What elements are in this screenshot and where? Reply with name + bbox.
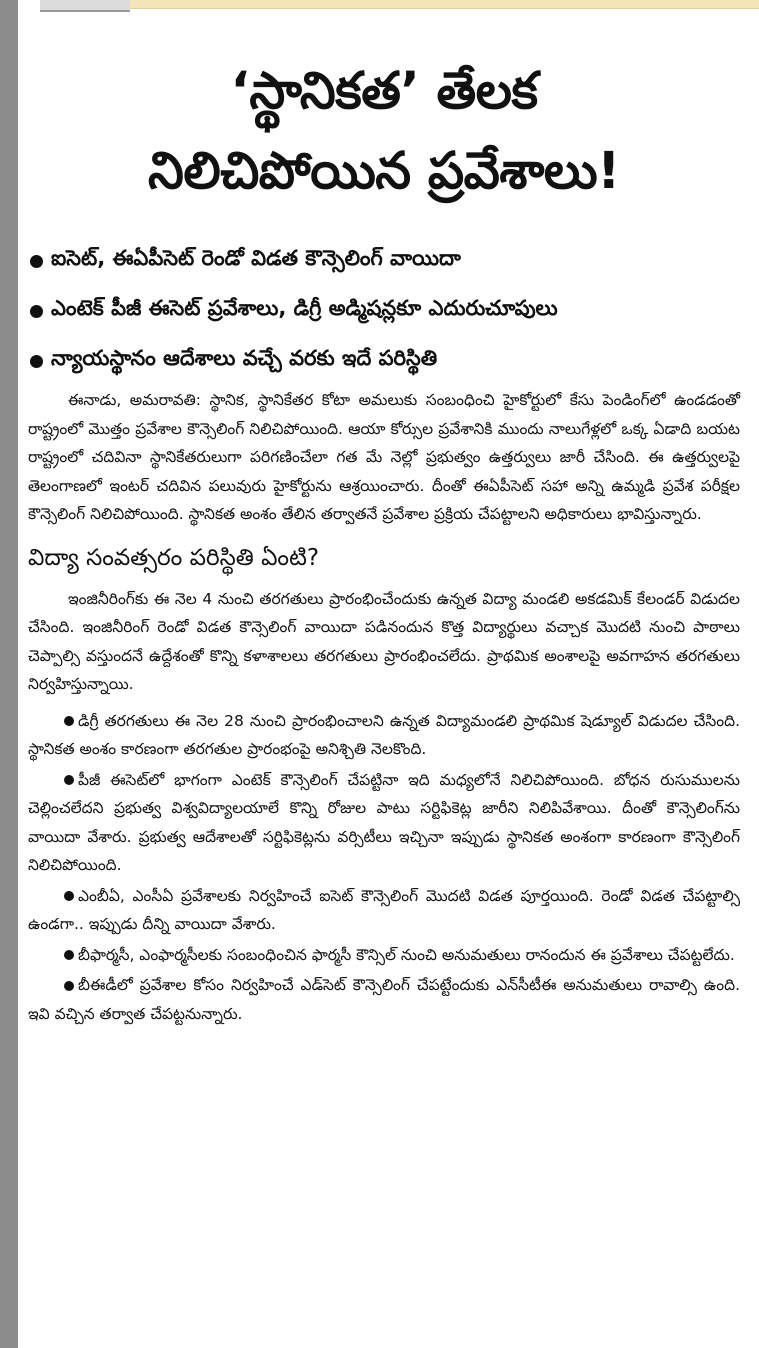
highlight-text: ఎంటెక్‌ పీజీ ఈసెట్‌ ప్రవేశాలు, డిగ్రీ అడ్మిషన్లకూ ఎదురుచూపులు <box>51 296 558 320</box>
list-item-text: డిగ్రీ తరగతులు ఈ నెల 28 నుంచి ప్రారంభించాలని ఉన్నత విద్యామండలి ప్రాథమిక షెడ్యూల్‌ విడుదల చేసింది. స్థానికత అంశం కారణంగా తరగతుల ప్రారంభంపై అనిశ్చితి నెలకొంది. <box>28 711 740 758</box>
left-margin-bar <box>0 0 18 1348</box>
bullet-dot-icon <box>30 355 43 368</box>
list-item <box>28 971 740 1028</box>
news-article <box>28 40 740 1028</box>
top-strip <box>40 0 759 9</box>
list-item-text: పీజీ ఈసెట్‌లో భాగంగా ఎంటెక్‌ కౌన్సెలింగ్‌ చేపట్టినా ఇది మధ్యలోనే నిలిచిపోయింది. బోధన రుసుములను చెల్లించలేదని ప్రభుత్వ విశ్వవిద్యాలయాలే కొన్ని రోజుల పాటు సర్టిఫికెట్ల జారీని నిలిపివేశాయి. దీంతో కౌన్సెలింగ్‌ను వాయిదా వేశారు. ప్రభుత్వ ఆదేశాలతో సర్టిఫికెట్లను వర్సిటీలు ఇచ్చినా ఇప్పుడు స్థానికత అంశంగా కారణంగా కౌన్సెలింగ్‌ నిలిచిపోయింది. <box>28 770 740 874</box>
bullet-dot-icon <box>30 255 43 268</box>
list-item <box>28 882 740 939</box>
bullet-dot-icon <box>64 716 74 726</box>
bullet-dot-icon <box>30 305 43 318</box>
top-strip-tab <box>40 0 130 12</box>
subheading: విద్యా సంవత్సరం పరిస్థితి ఏంటి? <box>28 544 320 571</box>
headline-line-1: ‘స్థానికత’ తేలక <box>230 62 538 121</box>
bullet-dot-icon <box>64 891 74 901</box>
bullet-dot-icon <box>64 775 74 785</box>
bullet-dot-icon <box>64 981 74 991</box>
highlight-text: ఐసెట్‌, ఈఏపీసెట్‌ రెండో విడత కౌన్సెలింగ్‌ వాయిదా <box>51 246 461 270</box>
highlight-item <box>28 236 740 286</box>
list-item <box>28 941 740 970</box>
highlight-item <box>28 286 740 336</box>
list-item-text: బీఈడీలో ప్రవేశాల కోసం నిర్వహించే ఎడ్‌సెట్‌ కౌన్సెలింగ్‌ చేపట్టేందుకు ఎన్‌సీటీఈ అనుమతులు రావాల్సి ఉంది. ఇవి వచ్చిన తర్వాత చేపట్టనున్నారు. <box>28 976 740 1023</box>
list-item-text: బీఫార్మసీ, ఎంఫార్మసీలకు సంబంధించిన ఫార్మసీ కౌన్సిల్‌ నుంచి అనుమతులు రానందున ఈ ప్రవేశాలు చేపట్టలేదు. <box>78 945 735 964</box>
list-item <box>28 766 740 880</box>
headline <box>28 52 740 212</box>
list-item <box>28 707 740 764</box>
list-item-text: ఎంబీఏ, ఎంసీఏ ప్రవేశాలకు నిర్వహించే ఐసెట్‌ కౌన్సెలింగ్‌ మొదటి విడత పూర్తయింది. రెండో విడత చేపట్టాల్సి ఉండగా.. ఇప్పుడు దీన్ని వాయిదా వేశారు. <box>28 886 740 933</box>
intro-paragraph: ఈనాడు, అమరావతి: స్థానిక, స్థానికేతర కోటా అమలుకు సంబంధించి హైకోర్టులో కేసు పెండింగ్‌లో ఉండడంతో రాష్ట్రంలో మొత్తం ప్రవేశాల కౌన్సెలింగ్‌ నిలిచిపోయింది. ఆయా కోర్సుల ప్రవేశానికి ముందు నాలుగేళ్లలో ఒక్క ఏడాది బయట రాష్ట్రంలో చదివినా స్థానికేతరులుగా పరిగణించేలా గత మే నెల్లో ప్రభుత్వం ఉత్తర్వులు జారీ చేసింది. ఈ ఉత్తర్వులపై తెలంగాణలో ఇంటర్‌ చదివిన పలువురు హైకోర్టును ఆశ్రయించారు. దీంతో ఈఏపీసెట్‌ సహా అన్ని ఉమ్మడి ప్రవేశ పరీక్షల కౌన్సెలింగ్‌ నిలిచిపోయింది. స్థానికత అంశం తేలిన తర్వాతనే ప్రవేశాల ప్రక్రియ చేపట్టాలని అధికారులు భావిస్తున్నారు. <box>28 391 740 523</box>
headline-line-2: నిలిచిపోయిన ప్రవేశాలు! <box>148 142 620 201</box>
highlights-list <box>28 236 740 386</box>
highlight-text: న్యాయస్థానం ఆదేశాలు వచ్చే వరకు ఇదే పరిస్థితి <box>51 346 438 370</box>
paragraph-1: ఇంజినీరింగ్‌కు ఈ నెల 4 నుంచి తరగతులు ప్రారంభించేందుకు ఉన్నత విద్యా మండలి అకడమిక్‌ కేలండర్‌ విడుదల చేసింది. ఇంజినీరింగ్‌ రెండో విడత కౌన్సెలింగ్‌ వాయిదా పడినందున కొత్త విద్యార్థులు వచ్చాక మొదటి నుంచి పాఠాలు చెప్పాల్సి వస్తుందనే ఉద్దేశంతో కొన్ని కళాశాలలు తరగతులు ప్రారంభించలేదు. ప్రాథమిక అంశాలపై అవగాహన తరగతులు నిర్వహిస్తున్నాయి. <box>28 589 740 693</box>
highlight-item <box>28 336 740 386</box>
bullet-dot-icon <box>64 950 74 960</box>
